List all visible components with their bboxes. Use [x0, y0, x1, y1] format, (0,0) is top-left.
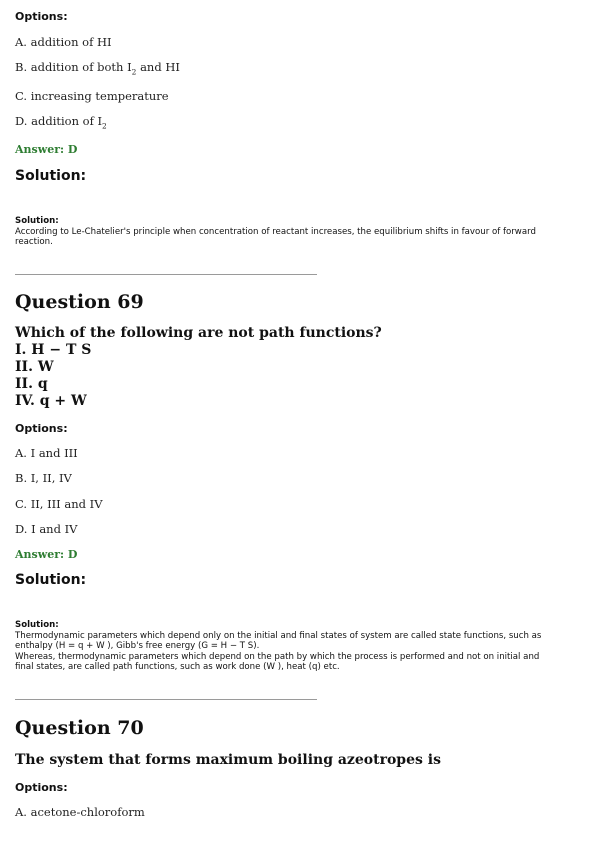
question-text: The system that forms maximum boiling azeotropes is: [15, 752, 441, 768]
solution-title: Solution:: [15, 216, 59, 226]
options-label: Options:: [15, 781, 68, 794]
option-a: A. addition of HI: [15, 35, 112, 49]
option-d: D. addition of $I_2$: [15, 114, 107, 131]
option-c: C. II, III and IV: [15, 497, 103, 511]
option-d: D. I and IV: [15, 522, 78, 536]
option-b: B. addition of both $I_2$ and HI: [15, 60, 180, 77]
solution-line: enthalpy (H = q + W ), Gibb's free energy (G = H − T S).: [15, 641, 260, 652]
solution-line: Thermodynamic parameters which depend only on the initial and final states of system are called state functions, such as: [15, 630, 542, 641]
question-text: [15, 325, 382, 410]
options-label: Options:: [15, 422, 68, 435]
answer-text: Answer: D: [15, 548, 78, 561]
question-line: IV. q + W: [15, 393, 87, 409]
solution-line: According to Le-Chatelier's principle when concentration of reactant increases, the equilibrium shifts in favour of forward: [15, 226, 536, 237]
solution-line: final states, are called path functions, such as work done (W ), heat (q) etc.: [15, 662, 340, 673]
solution-line: Whereas, thermodynamic parameters which depend on the path by which the process is performed and not on initial and: [15, 651, 540, 662]
option-a: A. I and III: [15, 446, 78, 460]
option-a: A. acetone-chloroform: [15, 805, 145, 819]
answer-text: Answer: D: [15, 143, 78, 156]
question-line: II. q: [15, 376, 48, 392]
option-c: C. increasing temperature: [15, 89, 169, 103]
question-title: Question 69: [15, 291, 144, 313]
solution-body: [15, 216, 583, 248]
option-b: B. I, II, IV: [15, 471, 72, 485]
question-line: I. H − T S: [15, 342, 92, 358]
divider: [15, 699, 317, 700]
solution-heading: Solution:: [15, 572, 87, 588]
divider: [15, 274, 317, 275]
solution-line: reaction.: [15, 237, 53, 248]
question-line: II. W: [15, 359, 54, 375]
question-title: Question 70: [15, 717, 144, 739]
options-label: Options:: [15, 10, 68, 23]
solution-heading: Solution:: [15, 168, 87, 184]
solution-body: [15, 620, 583, 673]
solution-title: Solution:: [15, 620, 59, 630]
question-line: Which of the following are not path functions?: [15, 325, 382, 341]
